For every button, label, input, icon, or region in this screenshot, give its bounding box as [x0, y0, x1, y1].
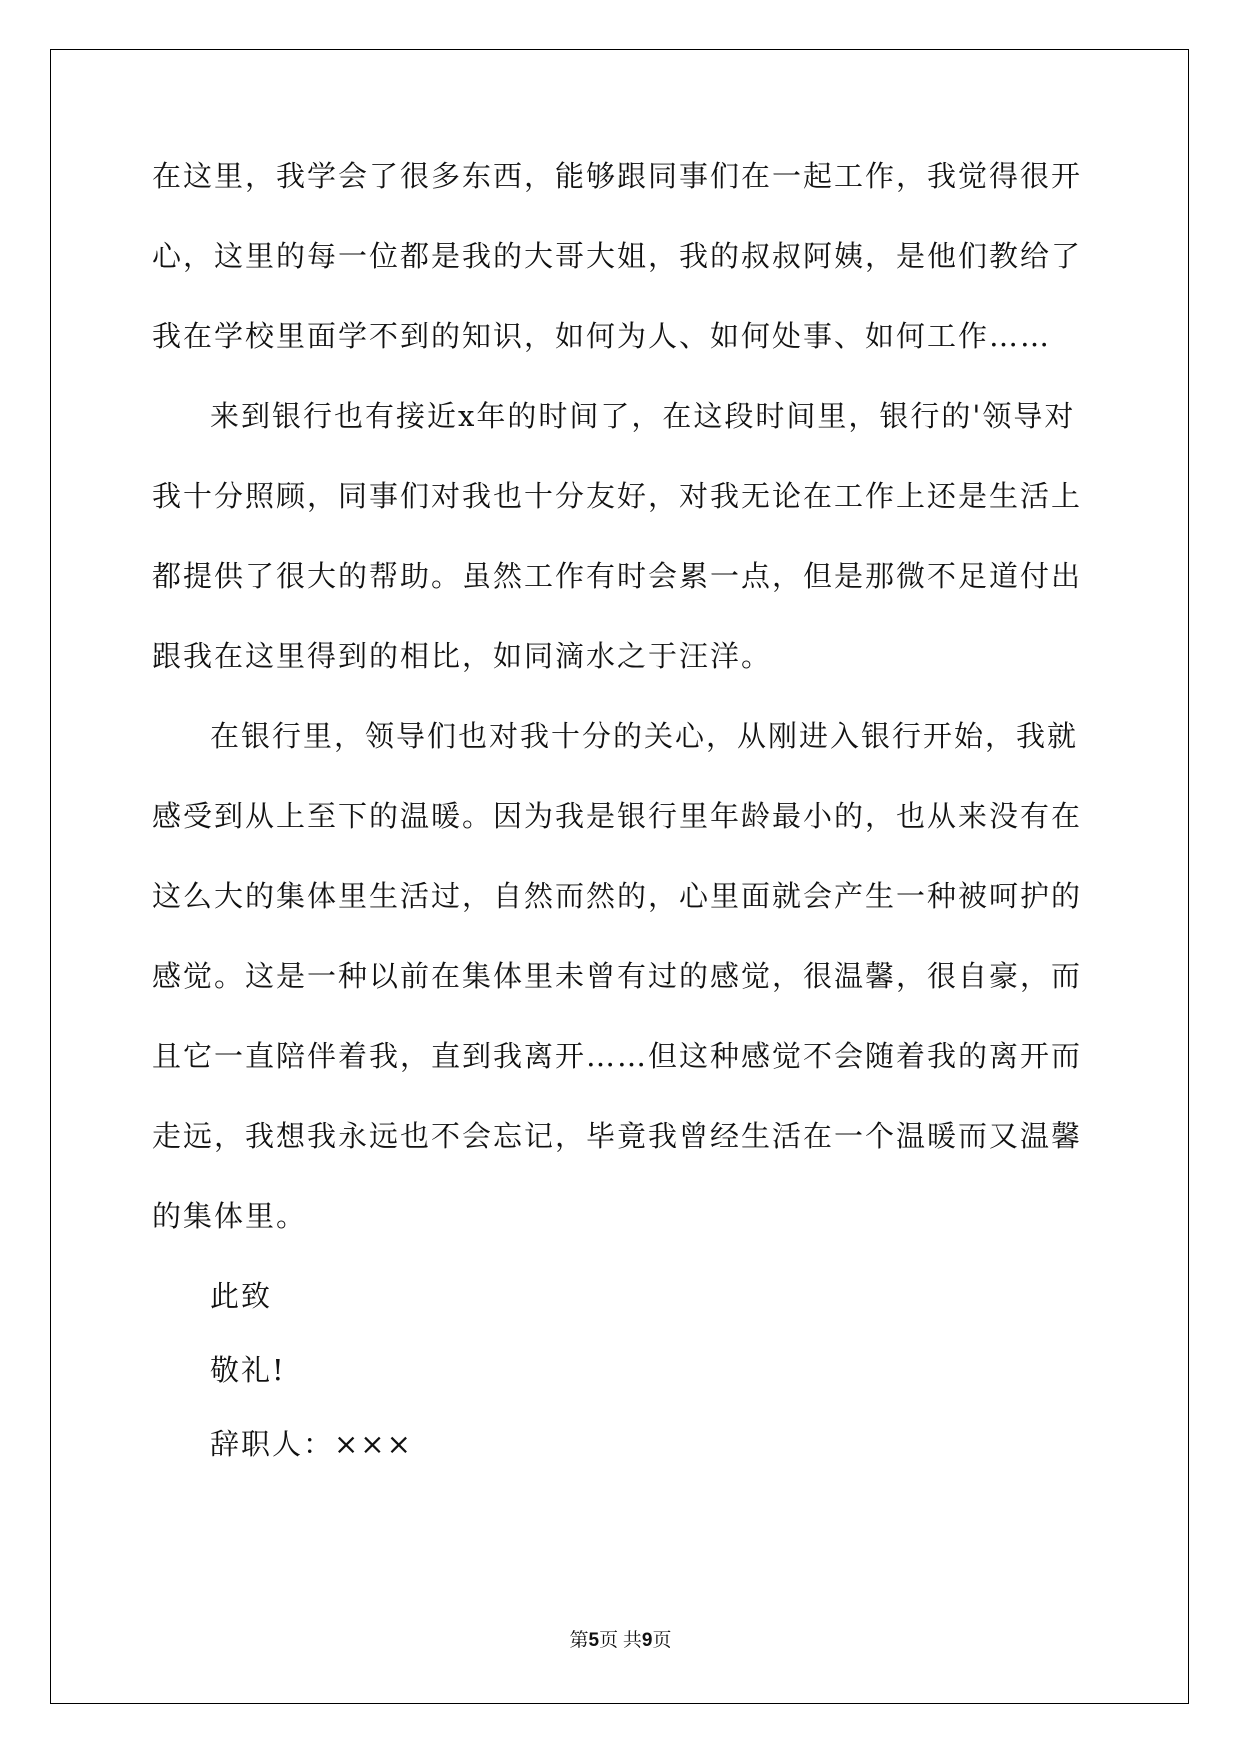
paragraph-line: 且它一直陪伴着我，直到我离开……但这种感觉不会随着我的离开而	[152, 1039, 1083, 1073]
paragraph-line: 走远，我想我永远也不会忘记，毕竟我曾经生活在一个温暖而又温馨	[152, 1119, 1083, 1153]
letter-body	[152, 160, 1090, 1502]
paragraph-line: 感受到从上至下的温暖。因为我是银行里年龄最小的，也从来没有在	[152, 799, 1083, 833]
paragraph-line: 在这里，我学会了很多东西，能够跟同事们在一起工作，我觉得很开	[152, 159, 1083, 193]
paragraph-line: 的集体里。	[152, 1199, 308, 1233]
total-pages: 9	[641, 1630, 653, 1651]
paragraph-line: 这么大的集体里生活过，自然而然的，心里面就会产生一种被呵护的	[152, 879, 1083, 913]
page-suffix: 页	[652, 1630, 672, 1651]
closing-salutation: 此致	[210, 1279, 273, 1313]
page-mid: 页 共	[599, 1630, 642, 1651]
current-page: 5	[588, 1630, 600, 1651]
page-number	[0, 1625, 1241, 1652]
paragraph-line: 感觉。这是一种以前在集体里未曾有过的感觉，很温馨，很自豪，而	[152, 959, 1083, 993]
signature: 辞职人：×××	[210, 1427, 413, 1461]
paragraph-line: 都提供了很大的帮助。虽然工作有时会累一点，但是那微不足道付出	[152, 559, 1083, 593]
paragraph-line: 在银行里，领导们也对我十分的关心，从刚进入银行开始，我就	[210, 719, 1079, 753]
paragraph-line: 心，这里的每一位都是我的大哥大姐，我的叔叔阿姨，是他们教给了	[152, 239, 1083, 273]
paragraph-line: 跟我在这里得到的相比，如同滴水之于汪洋。	[152, 639, 773, 673]
paragraph-line: 来到银行也有接近x年的时间了，在这段时间里，银行的'领导对	[210, 399, 1076, 433]
paragraph-line: 我十分照顾，同事们对我也十分友好，对我无论在工作上还是生活上	[152, 479, 1083, 513]
closing-regards: 敬礼!	[210, 1353, 286, 1387]
page-prefix: 第	[569, 1630, 589, 1651]
paragraph-line: 我在学校里面学不到的知识，如何为人、如何处事、如何工作……	[152, 319, 1052, 353]
